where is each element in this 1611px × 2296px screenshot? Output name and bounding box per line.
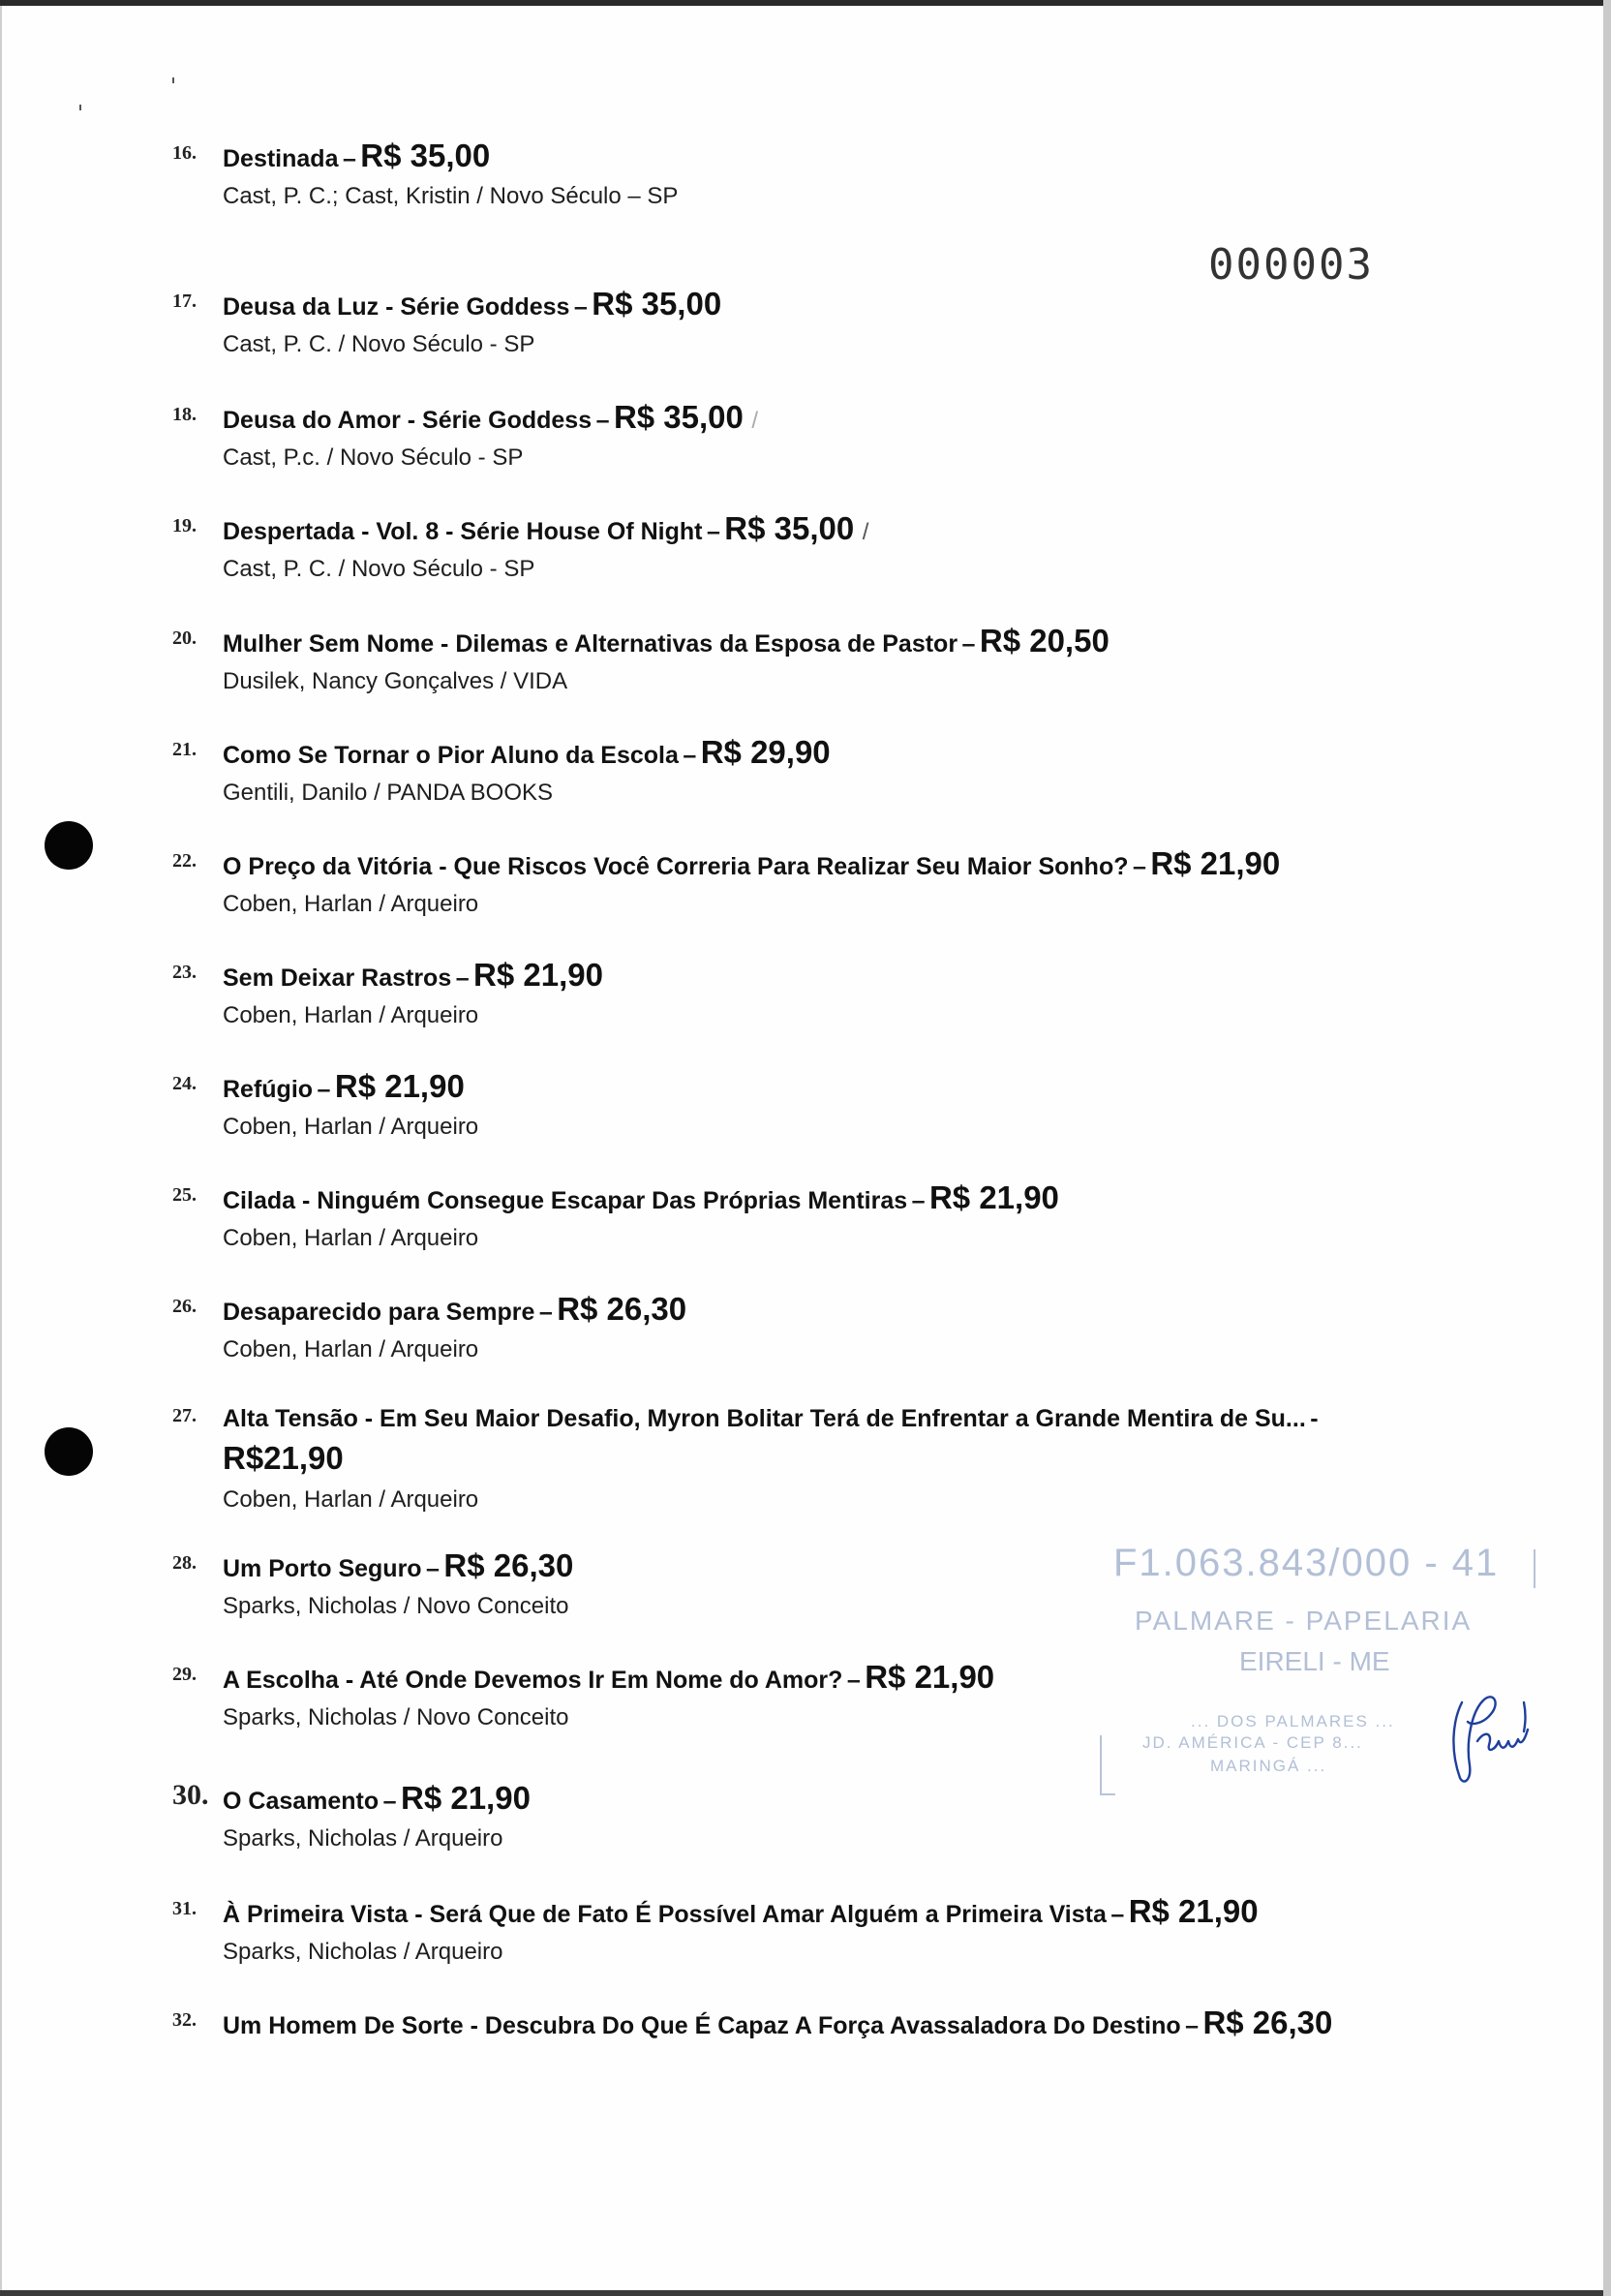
stamp-address: JD. AMÉRICA - CEP 8... xyxy=(1142,1733,1363,1752)
scan-speck xyxy=(79,105,81,110)
item-title: Desaparecido para Sempre xyxy=(223,1299,535,1326)
punch-hole xyxy=(45,1427,93,1476)
item-author: Gentili, Danilo / PANDA BOOKS xyxy=(223,780,554,806)
item-author: Cast, P.c. / Novo Século - SP xyxy=(223,444,524,471)
item-price: R$ 26,30 xyxy=(443,1547,574,1583)
separator: – xyxy=(1110,1901,1125,1928)
item-price-line xyxy=(223,1440,1431,1484)
page-number: 000003 xyxy=(1208,240,1374,290)
item-title: O Preço da Vitória - Que Riscos Você Correria Para Realizar Seu Maior Sonho? xyxy=(223,853,1129,880)
item-number: 23. xyxy=(172,962,197,983)
separator: – xyxy=(426,1555,440,1582)
separator: – xyxy=(846,1667,861,1694)
item-title: À Primeira Vista - Será Que de Fato É Possível Amar Alguém a Primeira Vista xyxy=(223,1901,1107,1928)
stamp-bracket xyxy=(1100,1735,1115,1795)
list-item xyxy=(172,511,1431,586)
separator: – xyxy=(317,1076,331,1103)
item-author: Dusilek, Nancy Gonçalves / VIDA xyxy=(223,668,568,694)
item-author: Coben, Harlan / Arqueiro xyxy=(223,1225,479,1251)
item-author: Sparks, Nicholas / Novo Conceito xyxy=(223,1593,569,1619)
item-price: R$ 21,90 xyxy=(1128,1893,1259,1929)
item-title: Cilada - Ninguém Consegue Escapar Das Próprias Mentiras xyxy=(223,1187,908,1214)
item-author: Cast, P. C. / Novo Século - SP xyxy=(223,331,535,357)
item-title: Deusa da Luz - Série Goddess xyxy=(223,293,570,321)
item-title: Um Homem De Sorte - Descubra Do Que É Capaz A Força Avassaladora Do Destino xyxy=(223,2012,1181,2039)
stamp-address: ... DOS PALMARES ... xyxy=(1191,1712,1395,1730)
item-author: Sparks, Nicholas / Novo Conceito xyxy=(223,1704,569,1730)
item-title-line xyxy=(223,1401,1431,1440)
stamp-cnpj: F1.063.843/000 - 41 xyxy=(1113,1542,1500,1584)
item-number: 19. xyxy=(172,515,197,536)
separator: – xyxy=(342,145,356,172)
separator: – xyxy=(961,630,976,658)
item-title-line xyxy=(223,1069,1431,1111)
item-title: Despertada - Vol. 8 - Série House Of Night xyxy=(223,518,703,545)
item-title-line xyxy=(223,624,1431,665)
scan-top-edge xyxy=(0,0,1611,6)
separator: - xyxy=(1310,1405,1319,1432)
item-title: Alta Tensão - Em Seu Maior Desafio, Myron Bolitar Terá de Enfrentar a Grande Mentira de Su... xyxy=(223,1405,1306,1432)
list-item xyxy=(172,138,1431,213)
item-title: A Escolha - Até Onde Devemos Ir Em Nome do Amor? xyxy=(223,1667,843,1694)
item-title: Destinada xyxy=(223,145,339,172)
item-number: 28. xyxy=(172,1552,197,1574)
stamp-company-type: EIRELI - ME xyxy=(1239,1646,1390,1676)
item-title-line xyxy=(223,138,1431,180)
list-item xyxy=(172,846,1431,921)
list-item xyxy=(172,624,1431,698)
list-item xyxy=(172,1894,1431,1969)
item-price: R$ 35,00 xyxy=(592,286,722,321)
item-number: 26. xyxy=(172,1296,197,1317)
item-title-line xyxy=(223,287,1431,328)
check-mark: / xyxy=(751,408,758,434)
item-price: R$ 20,50 xyxy=(979,623,1109,658)
separator: – xyxy=(1185,2012,1199,2039)
item-title: Deusa do Amor - Série Goddess xyxy=(223,407,593,434)
item-number: 30. xyxy=(172,1779,209,1811)
separator: – xyxy=(911,1187,926,1214)
scan-right-edge xyxy=(1603,0,1611,2296)
item-title-line xyxy=(223,400,1431,442)
item-number: 17. xyxy=(172,291,197,312)
item-number: 18. xyxy=(172,404,197,425)
item-author: Cast, P. C. / Novo Século - SP xyxy=(223,556,535,582)
list-item xyxy=(172,1069,1431,1144)
item-number: 16. xyxy=(172,142,197,164)
item-title-line xyxy=(223,735,1431,777)
punch-hole xyxy=(45,821,93,870)
list-item xyxy=(172,958,1431,1032)
stamp-city: MARINGÁ ... xyxy=(1210,1757,1327,1775)
item-price: R$ 26,30 xyxy=(1202,2005,1333,2040)
item-number: 24. xyxy=(172,1073,197,1094)
separator: – xyxy=(706,518,720,545)
list-item xyxy=(172,1292,1431,1366)
separator: – xyxy=(1132,853,1146,880)
list-item xyxy=(172,735,1431,810)
item-price: R$21,90 xyxy=(223,1440,344,1476)
item-number: 25. xyxy=(172,1184,197,1206)
list-item xyxy=(172,1180,1431,1255)
item-author: Coben, Harlan / Arqueiro xyxy=(223,1336,479,1362)
item-number: 21. xyxy=(172,739,197,760)
item-title: Um Porto Seguro xyxy=(223,1555,422,1582)
item-title-line xyxy=(223,2005,1431,2047)
item-price: R$ 21,90 xyxy=(334,1068,465,1104)
item-price: R$ 21,90 xyxy=(928,1179,1059,1215)
stamp-bracket xyxy=(1534,1549,1535,1588)
list-item xyxy=(172,2005,1431,2047)
separator: – xyxy=(538,1299,553,1326)
item-price: R$ 21,90 xyxy=(400,1780,531,1816)
signature xyxy=(1443,1673,1539,1790)
item-number: 20. xyxy=(172,628,197,649)
separator: – xyxy=(683,742,697,769)
item-title: Sem Deixar Rastros xyxy=(223,964,452,992)
separator: – xyxy=(573,293,588,321)
list-item xyxy=(172,1401,1431,1516)
item-title-line xyxy=(223,1180,1431,1222)
item-price: R$ 26,30 xyxy=(557,1291,687,1327)
scan-speck xyxy=(172,77,174,83)
item-price: R$ 21,90 xyxy=(1150,845,1281,881)
item-price: R$ 35,00 xyxy=(613,399,744,435)
item-author: Coben, Harlan / Arqueiro xyxy=(223,1114,479,1140)
separator: – xyxy=(595,407,610,434)
list-item xyxy=(172,400,1431,475)
item-title-line xyxy=(223,846,1431,888)
item-author: Coben, Harlan / Arqueiro xyxy=(223,891,479,917)
item-author: Cast, P. C.; Cast, Kristin / Novo Século – SP xyxy=(223,183,679,209)
item-number: 27. xyxy=(172,1405,197,1426)
item-number: 29. xyxy=(172,1664,197,1685)
item-author: Coben, Harlan / Arqueiro xyxy=(223,1002,479,1028)
item-number: 22. xyxy=(172,850,197,872)
item-author: Sparks, Nicholas / Arqueiro xyxy=(223,1825,503,1852)
item-title: Como Se Tornar o Pior Aluno da Escola xyxy=(223,742,679,769)
item-title: O Casamento xyxy=(223,1788,380,1815)
separator: – xyxy=(382,1788,397,1815)
scan-bottom-edge xyxy=(0,2290,1611,2296)
item-title-line xyxy=(223,1292,1431,1333)
stamp-company: PALMARE - PAPELARIA xyxy=(1135,1606,1473,1636)
item-title-line xyxy=(223,511,1431,553)
item-author: Sparks, Nicholas / Arqueiro xyxy=(223,1939,503,1965)
item-price: R$ 21,90 xyxy=(473,957,603,993)
item-title-line xyxy=(223,958,1431,999)
check-mark: / xyxy=(862,519,869,545)
list-item xyxy=(172,287,1431,361)
item-title: Refúgio xyxy=(223,1076,314,1103)
separator: – xyxy=(455,964,470,992)
item-title: Mulher Sem Nome - Dilemas e Alternativas da Esposa de Pastor xyxy=(223,630,958,658)
item-title-line xyxy=(223,1894,1431,1936)
item-number: 31. xyxy=(172,1898,197,1919)
item-price: R$ 21,90 xyxy=(865,1659,995,1695)
item-number: 32. xyxy=(172,2009,197,2031)
item-price: R$ 35,00 xyxy=(724,510,855,546)
item-price: R$ 35,00 xyxy=(360,138,491,173)
item-price: R$ 29,90 xyxy=(700,734,831,770)
item-author: Coben, Harlan / Arqueiro xyxy=(223,1486,479,1513)
